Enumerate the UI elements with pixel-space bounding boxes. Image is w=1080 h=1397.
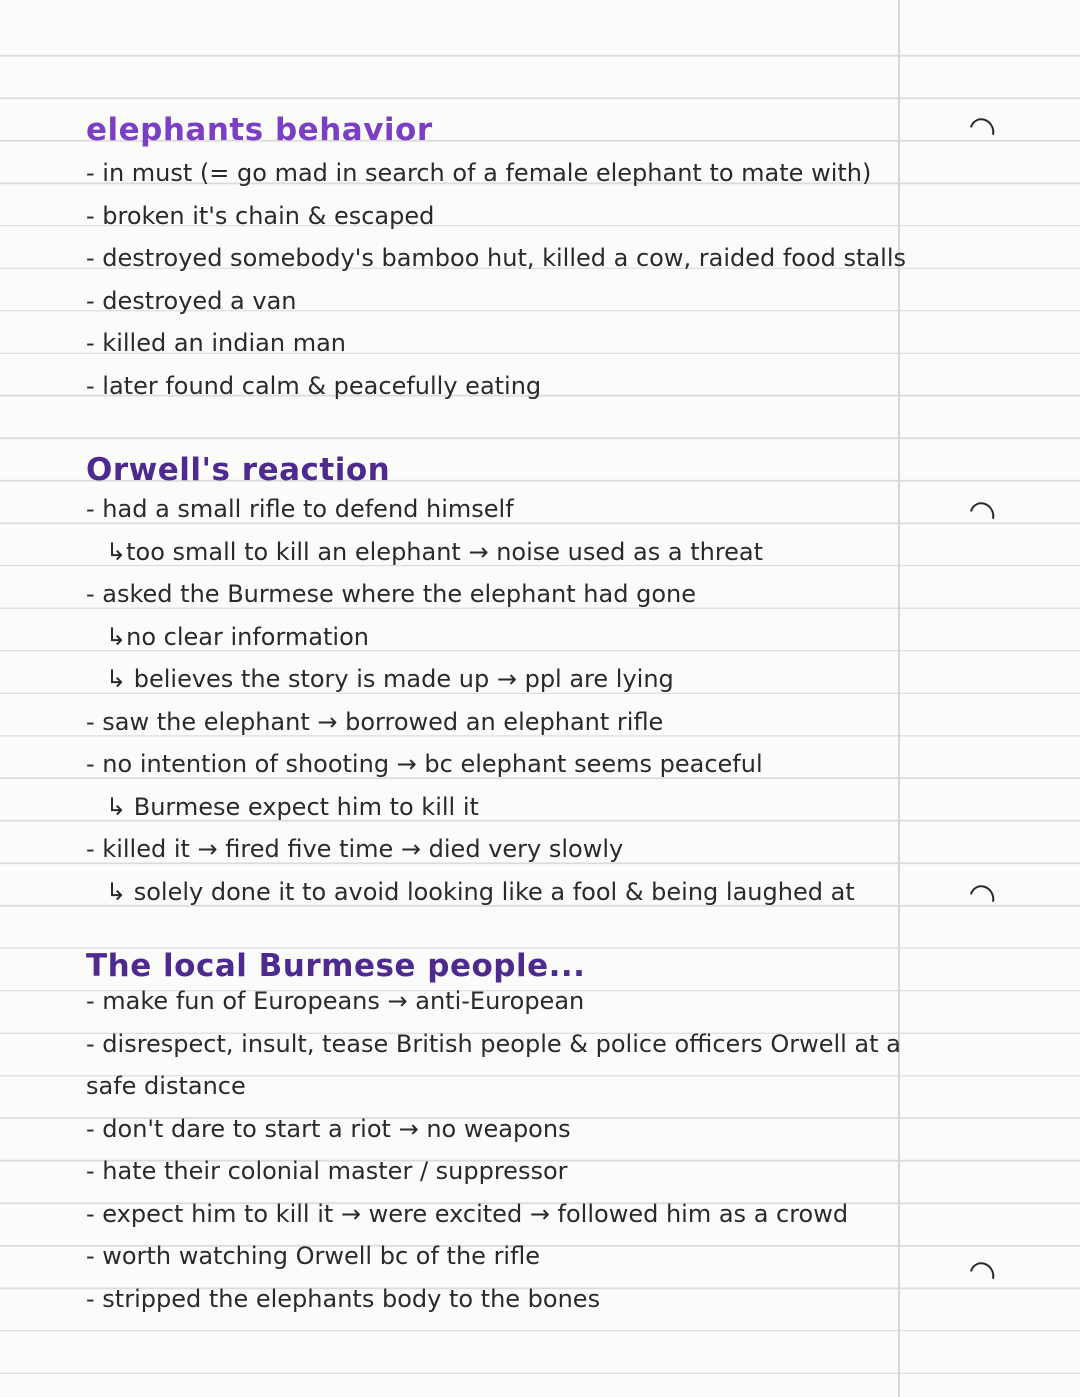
- note-line: - in must (= go mad in search of a female elephant to mate with): [86, 159, 872, 187]
- note-line: - later found calm & peacefully eating: [86, 371, 542, 400]
- note-line: - no intention of shooting → bc elephant seems peaceful: [86, 750, 763, 778]
- note-line: - expect him to kill it → were excited → followed him as a crowd: [86, 1199, 849, 1228]
- note-line: ↳ solely done it to avoid looking like a fool & being laughed at: [106, 877, 855, 906]
- note-line: safe distance: [86, 1072, 246, 1100]
- note-line: - killed it → fired five time → died very slowly: [86, 835, 624, 863]
- note-line: ↳too small to kill an elephant → noise used as a threat: [106, 537, 764, 566]
- note-line: - broken it's chain & escaped: [86, 201, 435, 230]
- note-line: - saw the elephant → borrowed an elephant rifle: [86, 707, 664, 736]
- note-line: - had a small rifle to defend himself: [86, 495, 514, 523]
- note-line: - asked the Burmese where the elephant had gone: [86, 580, 696, 608]
- note-line: - don't dare to start a riot → no weapons: [86, 1114, 571, 1143]
- section-orwells-reaction: [86, 452, 986, 913]
- note-line: - stripped the elephants body to the bones: [86, 1284, 601, 1313]
- note-line: ↳ believes the story is made up → ppl are lying: [106, 665, 674, 693]
- section-elephants-behavior: [86, 112, 986, 407]
- note-line: - destroyed a van: [86, 286, 297, 315]
- section-heading: elephants behavior: [86, 112, 433, 148]
- note-line: - worth watching Orwell bc of the rifle: [86, 1242, 540, 1270]
- note-line: - destroyed somebody's bamboo hut, killed a cow, raided food stalls: [86, 244, 906, 272]
- note-line: ↳ Burmese expect him to kill it: [106, 792, 479, 821]
- note-line: ↳no clear information: [106, 622, 369, 651]
- section-heading: The local Burmese people...: [86, 948, 586, 984]
- note-line: - hate their colonial master / suppressor: [86, 1157, 568, 1185]
- note-line: - killed an indian man: [86, 329, 346, 357]
- section-heading: Orwell's reaction: [86, 452, 391, 488]
- note-line: - make fun of Europeans → anti-European: [86, 987, 585, 1015]
- note-line: - disrespect, insult, tease British people & police officers Orwell at a: [86, 1029, 901, 1058]
- section-local-burmese-people: [86, 948, 986, 1320]
